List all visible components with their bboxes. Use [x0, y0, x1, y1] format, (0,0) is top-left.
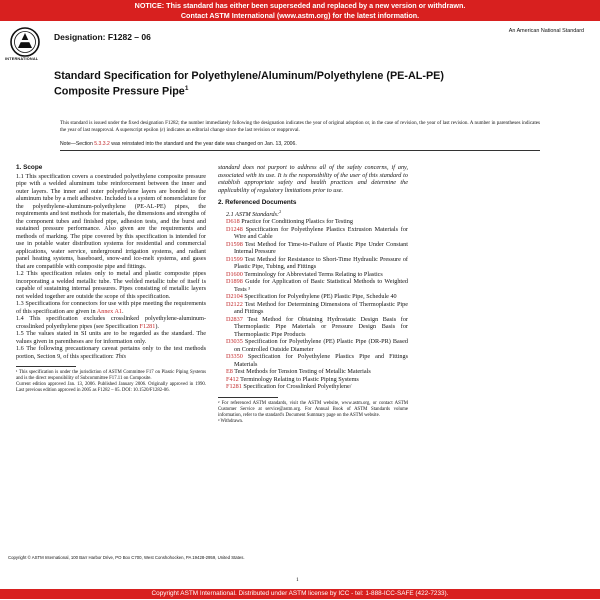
- reference-code-link[interactable]: F1281: [226, 383, 242, 391]
- scope-para-1-3: [16, 300, 206, 315]
- astm-standards-footnote-mark: 2: [279, 208, 282, 214]
- caveat-continuation: standard does not purport to address all of the safety concerns, if any, associated with its use. It is the responsibility of the user of this standard to establish appropriate safety and health practices and determine the applicability of regulatory limitations prior to use.: [218, 164, 408, 194]
- license-bar: Copyright ASTM International. Distributed under ASTM license by ICC - tel: 1-888-ICC-SAFE (422-7233).: [0, 589, 600, 599]
- reference-code-link[interactable]: D3035: [226, 338, 243, 346]
- reference-item: [218, 271, 408, 279]
- revision-note: [60, 141, 540, 151]
- reference-code-link[interactable]: D1248: [226, 225, 243, 233]
- footnote-2: ² For referenced ASTM standards, visit the ASTM website, www.astm.org, or contact ASTM Customer Service at service@astm.org. For Annual Book of ASTM Standards volume information, refer to the standard's Document Summary page on the ASTM website.: [218, 400, 408, 418]
- scope-para-1-3-text: 1.3 Specifications for connectors for use with pipe meeting the requirements of this specification are given in: [16, 300, 206, 315]
- astm-standards-subheading: [218, 208, 408, 219]
- national-standard-label: An American National Standard: [508, 28, 584, 34]
- designation: Designation: F1282 – 06: [54, 32, 151, 42]
- footnote-1-edition: Current edition approved Jan. 13, 2006. Published January 2006. Originally approved in 1990. Last previous edition approved in 2005 as F1282 – 05. DOI: 10.1520/F1282-06.: [16, 382, 206, 393]
- reference-item: [218, 278, 408, 293]
- reference-item: [218, 338, 408, 353]
- reference-code-link[interactable]: D2837: [226, 315, 243, 323]
- scope-para-1-4: [16, 315, 206, 330]
- reference-title: Specification for Polyethylene Plastics Extrusion Materials for Wire and Cable: [234, 225, 408, 241]
- reference-item: [218, 226, 408, 241]
- astm-logo: [5, 26, 42, 66]
- reference-code-link[interactable]: D1598: [226, 240, 243, 248]
- scope-para-1-4-end: ).: [155, 322, 159, 330]
- scope-para-1-6: [16, 345, 206, 360]
- reference-code-link[interactable]: D1600: [226, 270, 243, 278]
- reference-title: Specification for Crosslinked Polyethylene/: [241, 383, 352, 391]
- scope-heading: 1. Scope: [16, 164, 43, 171]
- reference-title: Specification for Polyethylene Plastics Pipe and Fittings Materials: [234, 353, 408, 368]
- reference-code-link[interactable]: D3350: [226, 353, 243, 361]
- reference-title: Test Method for Determining Dimensions of Thermoplastic Pipe and Fittings: [234, 300, 408, 316]
- f1281-link[interactable]: F1281: [139, 322, 156, 330]
- reference-code-link[interactable]: F412: [226, 375, 239, 383]
- reference-code-link[interactable]: D618: [226, 218, 240, 226]
- reference-title: Test Method for Resistance to Short-Time Hydraulic Pressure of Plastic Pipe, Tubing, and Fittings: [234, 255, 408, 271]
- right-column: [218, 164, 408, 425]
- reference-title: Test Methods for Tension Testing of Metallic Materials: [232, 368, 371, 376]
- scope-para-1-3-end: .: [122, 307, 124, 315]
- reference-code-link[interactable]: E8: [226, 368, 233, 376]
- reference-item: [218, 383, 408, 391]
- reference-title: Specification for Polyethylene (PE) Plastic Pipe, Schedule 40: [242, 293, 397, 301]
- scope-para-1-4-text: 1.4 This specification excludes crosslinked polyethylene-aluminum-crosslinked polyethylene pipes (see Specification: [16, 315, 206, 330]
- reference-item: [218, 256, 408, 271]
- superseded-notice-banner: [0, 0, 600, 21]
- scope-para-1-5: 1.5 The values stated in SI units are to be regarded as the standard. The values given in parentheses are for information only.: [16, 330, 206, 345]
- issuance-statement: This standard is issued under the fixed designation F1282; the number immediately following the designation indicates the year of original adoption or, in the case of revision, the year of last revision. A number in parentheses indicates the year of last reapproval. A superscript epsilon (ε) indicates an editorial change since the last revision or reapproval.: [60, 120, 540, 133]
- note-suffix: was reinstated into the standard and the year date was changed on Jan. 13, 2006.: [109, 141, 297, 147]
- note-section-link[interactable]: 5.3.3.2: [94, 141, 110, 147]
- reference-title: Test Method for Obtaining Hydrostatic Design Basis for Thermoplastic Pipe Materials or Pressure Design Basis for Thermoplastic Pipe Products: [234, 315, 408, 338]
- reference-code-link[interactable]: D2122: [226, 300, 243, 308]
- logo-caption: INTERNATIONAL: [5, 57, 39, 61]
- reference-list: [218, 218, 408, 391]
- reference-item: [218, 316, 408, 339]
- reference-title: Guide for Application of Basic Statistical Methods to Weighted Tests ³: [234, 278, 408, 293]
- reference-item: [218, 293, 408, 301]
- reference-item: [218, 301, 408, 316]
- reference-item: [218, 353, 408, 368]
- reference-title: Practice for Conditioning Plastics for Testing: [239, 218, 353, 226]
- copyright-footer: Copyright © ASTM International, 100 Barr Harbor Drive, PO Box C700, West Conshohocken, PA 19428-2959, United States.: [8, 555, 245, 560]
- reference-title: Terminology for Abbreviated Terms Relating to Plastics: [242, 270, 383, 278]
- footnote-divider: [16, 366, 76, 367]
- reference-title: Specification for Polyethylene (PE) Plastic Pipe (DR-PR) Based on Controlled Outside Diameter: [234, 338, 408, 353]
- left-column: [16, 164, 206, 394]
- reference-title: Test Method for Time-to-Failure of Plastic Pipe Under Constant Internal Pressure: [234, 240, 408, 256]
- reference-code-link[interactable]: D1898: [226, 278, 243, 286]
- reference-item: [218, 241, 408, 256]
- notice-line-1: NOTICE: This standard has either been superseded and replaced by a new version or withdrawn.: [134, 1, 466, 10]
- astm-standards-label: 2.1 ASTM Standards:: [226, 210, 280, 218]
- reference-title: Terminology Relating to Plastic Piping Systems: [238, 375, 359, 383]
- note-prefix: Note—Section: [60, 141, 95, 147]
- reference-code-link[interactable]: D1599: [226, 255, 243, 263]
- title-footnote-mark: 1: [184, 84, 189, 92]
- reference-item: [218, 376, 408, 384]
- referenced-documents-heading: 2. Referenced Documents: [218, 199, 297, 206]
- footnote-divider-right: [218, 397, 278, 398]
- notice-line-2: Contact ASTM International (www.astm.org) for the latest information.: [180, 10, 420, 20]
- reference-code-link[interactable]: D2104: [226, 293, 243, 301]
- scope-para-1-1: 1.1 This specification covers a coextruded polyethylene composite pressure pipe with a welded aluminum tube reinforcement between the inner and outer layers. The inner and outer polyethylene layers are bonded to the aluminum tube by a melt adhesive. Included is a system of nomenclature for the polyethylene-aluminum-polyethylene (PE-AL-PE) pipes, the requirements and test methods for materials, the dimensions and strengths of the component tubes and finished pipe, adhesion tests, and the burst and sustained pressure performance. Also given are the requirements and methods of marking. The pipe covered by this specification is intended for use in potable water distribution systems for residential and commercial applications, water service, underground irrigation systems, and radiant panel heating systems, baseboard, snow-and ice-melt systems, and gases that are compatible with composite pipe and fittings.: [16, 172, 206, 270]
- footnote-3: ³ Withdrawn.: [218, 418, 244, 424]
- title-text: Standard Specification for Polyethylene/Aluminum/Polyethylene (PE-AL-PE) Composite Pressure Pipe: [54, 70, 444, 98]
- footnote-1: ¹ This specification is under the jurisdiction of ASTM Committee F17 on Plastic Piping Systems and is the direct responsibility of Subcommittee F17.11 on Composite.: [16, 370, 206, 381]
- scope-para-1-2: 1.2 This specification relates only to metal and plastic composite pipes incorporating a welded metallic tube. The welded metallic tube of itself is capable of sustaining internal pressures. Pipes consisting of metallic layers not welded together are outside the scope of this specification.: [16, 270, 206, 300]
- reference-item: [218, 218, 408, 226]
- reference-item: [218, 368, 408, 376]
- standard-title: [54, 70, 494, 98]
- scope-para-1-6-italic: This: [115, 352, 126, 360]
- page-number: 1: [296, 577, 299, 583]
- scope-para-1-6-text: 1.6 The following precautionary caveat pertains only to the test methods portion, Section 9, of this specification:: [16, 345, 206, 360]
- annex-a1-link[interactable]: Annex A1: [96, 307, 123, 315]
